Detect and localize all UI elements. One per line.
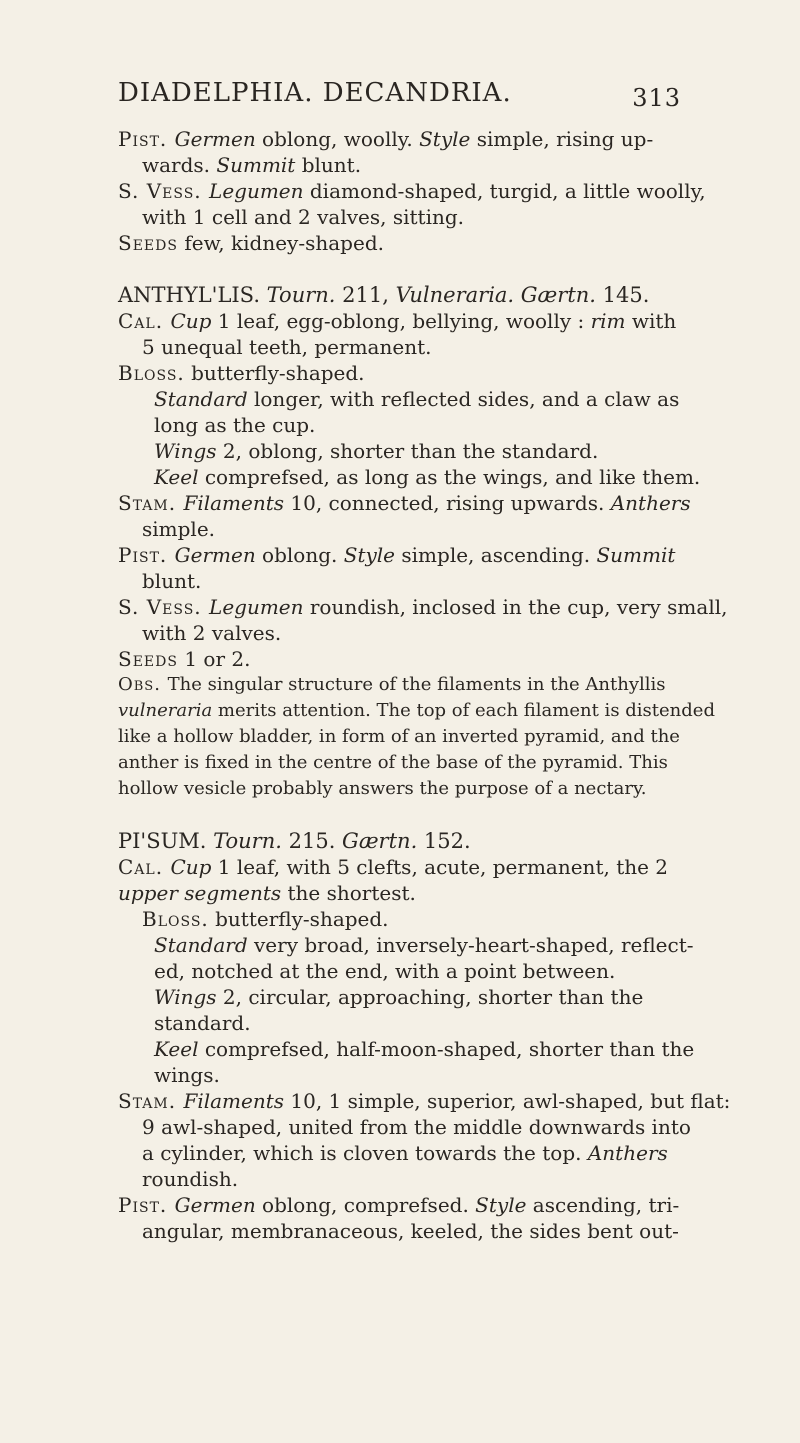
text-segment: Vulneraria. Gærtn. — [395, 283, 596, 307]
text-segment: roundish. — [142, 1167, 239, 1191]
text-line — [118, 1036, 695, 1062]
text-segment: 152. — [417, 829, 471, 853]
text-segment: Cal. — [118, 309, 171, 333]
text-segment: comprefsed, as long as the wings, and like them. — [198, 465, 701, 489]
text-line — [118, 360, 678, 386]
text-segment: merits attention. The top of each filament is distended — [212, 700, 715, 721]
text-line — [118, 568, 678, 594]
text-line — [118, 880, 678, 906]
text-segment: Germen — [174, 1193, 256, 1217]
text-segment: butterfly-shaped. — [208, 907, 389, 931]
text-line — [118, 308, 678, 334]
text-line — [118, 932, 694, 958]
text-segment: few, kidney-shaped. — [177, 231, 384, 255]
text-segment: Anthers — [610, 491, 691, 515]
text-segment: Seeds — [118, 647, 178, 671]
text-segment: 215. — [281, 829, 343, 853]
text-segment: 9 awl-shaped, united from the middle downwards into — [142, 1115, 691, 1139]
text-line — [118, 984, 678, 1010]
text-line — [118, 828, 678, 854]
text-segment: Seeds — [118, 231, 178, 255]
text-segment: S. Vess. — [118, 595, 210, 619]
text-line — [118, 672, 678, 698]
text-line — [118, 1192, 678, 1218]
text-line — [118, 958, 678, 984]
text-line — [118, 1218, 678, 1244]
page-number: 313 — [632, 84, 681, 112]
page-body — [118, 126, 731, 1244]
text-line — [118, 724, 678, 750]
text-segment: 10, connected, rising upwards. — [284, 491, 611, 515]
text-segment: Cal. — [118, 855, 171, 879]
text-line — [118, 1088, 731, 1114]
blank-line — [118, 802, 678, 828]
text-segment: longer, with reflected sides, and a claw as — [247, 387, 680, 411]
text-segment: like a hollow bladder, in form of an inverted pyramid, and the — [118, 726, 680, 747]
text-segment: 1 leaf, egg-oblong, bellying, woolly : — [211, 309, 591, 333]
text-segment: simple, ascending. — [395, 543, 597, 567]
text-segment: Stam. — [118, 491, 184, 515]
text-segment: wings. — [154, 1063, 220, 1087]
text-segment: oblong, comprefsed. — [255, 1193, 476, 1217]
text-segment: Legumen — [209, 179, 304, 203]
text-line — [118, 334, 678, 360]
text-segment: Pist. — [118, 127, 175, 151]
text-segment: blunt. — [142, 569, 202, 593]
text-segment: Style — [475, 1193, 527, 1217]
text-segment: Style — [419, 127, 471, 151]
text-segment: hollow vesicle probably answers the purpose of a nectary. — [118, 778, 647, 799]
text-segment: anther is fixed in the centre of the base of the pyramid. This — [118, 752, 668, 773]
text-line — [118, 906, 678, 932]
text-segment: with 1 cell and 2 valves, sitting. — [142, 205, 465, 229]
text-segment: Keel — [154, 1037, 199, 1061]
text-segment: Keel — [154, 465, 199, 489]
text-segment: Tourn. — [213, 829, 282, 853]
text-segment: upper segments — [118, 881, 282, 905]
text-segment: Standard — [154, 933, 248, 957]
text-line — [118, 152, 678, 178]
text-segment: Anthers — [587, 1141, 668, 1165]
text-segment: oblong, woolly. — [255, 127, 420, 151]
text-line — [118, 698, 715, 724]
text-line — [118, 750, 678, 776]
text-segment: 211, — [335, 283, 396, 307]
text-segment: 2, oblong, shorter than the standard. — [216, 439, 599, 463]
text-line — [118, 646, 678, 672]
text-line — [118, 776, 678, 802]
text-segment: Standard — [154, 387, 248, 411]
text-segment: diamond-shaped, turgid, a little woolly, — [303, 179, 706, 203]
text-segment: roundish, inclosed in the cup, very small, — [303, 595, 728, 619]
text-segment: S. Vess. — [118, 179, 210, 203]
text-segment: simple, rising up- — [470, 127, 654, 151]
text-line — [118, 1114, 691, 1140]
text-segment: Cup — [170, 855, 212, 879]
text-segment: 1 or 2. — [177, 647, 251, 671]
text-segment: a cylinder, which is cloven towards the top. — [142, 1141, 588, 1165]
running-header — [118, 78, 681, 112]
text-segment: Legumen — [209, 595, 304, 619]
text-segment: with 2 valves. — [142, 621, 282, 645]
text-segment: long as the cup. — [154, 413, 316, 437]
text-segment: Cup — [170, 309, 212, 333]
text-segment: Summit — [596, 543, 676, 567]
text-line — [118, 1010, 678, 1036]
text-line — [118, 542, 678, 568]
text-segment: Style — [343, 543, 396, 567]
text-line — [118, 1062, 678, 1088]
text-segment: blunt. — [295, 153, 362, 177]
text-line — [118, 594, 728, 620]
text-line — [118, 282, 678, 308]
text-segment: ed, notched at the end, with a point between. — [154, 959, 616, 983]
text-segment: Summit — [216, 153, 296, 177]
text-segment: vulneraria — [118, 700, 213, 721]
text-segment: Bloss. — [142, 907, 209, 931]
text-segment: very broad, inversely-heart-shaped, reflect- — [247, 933, 694, 957]
text-segment: 1 leaf, with 5 clefts, acute, permanent, the 2 — [211, 855, 669, 879]
text-segment: standard. — [154, 1011, 251, 1035]
text-segment: Wings — [154, 439, 217, 463]
text-segment: Filaments — [183, 491, 285, 515]
blank-line — [118, 256, 678, 282]
text-line — [118, 620, 678, 646]
text-segment: Obs. — [118, 674, 168, 695]
text-line — [118, 516, 678, 542]
text-line — [118, 1166, 678, 1192]
text-segment: Germen — [174, 127, 256, 151]
text-line — [118, 438, 678, 464]
text-line — [118, 490, 691, 516]
text-segment: comprefsed, half-moon-shaped, shorter than the — [198, 1037, 695, 1061]
text-line — [118, 464, 701, 490]
text-segment: Stam. — [118, 1089, 184, 1113]
text-segment: 2, circular, approaching, shorter than the — [216, 985, 644, 1009]
text-segment: Tourn. — [266, 283, 336, 307]
text-segment: Pist. — [118, 1193, 175, 1217]
text-line — [118, 412, 678, 438]
text-line — [118, 126, 678, 152]
text-segment: the shortest. — [281, 881, 416, 905]
text-segment: Germen — [174, 543, 256, 567]
text-segment: oblong. — [255, 543, 344, 567]
text-segment: rim — [590, 309, 626, 333]
text-segment: simple. — [142, 517, 216, 541]
text-line — [118, 1140, 678, 1166]
text-line — [118, 204, 678, 230]
text-segment: The singular structure of the filaments in the Anthyllis — [167, 674, 666, 695]
text-line — [118, 230, 678, 256]
text-segment: PI'SUM. — [118, 829, 214, 853]
text-segment: angular, membranaceous, keeled, the sides bent out- — [142, 1219, 679, 1243]
text-line — [118, 854, 678, 880]
text-segment: Filaments — [183, 1089, 285, 1113]
text-segment: ANTHYL'LIS. — [118, 283, 267, 307]
text-segment: Bloss. — [118, 361, 185, 385]
text-segment: Gærtn. — [342, 829, 418, 853]
text-segment: butterfly-shaped. — [184, 361, 365, 385]
text-line — [118, 386, 678, 412]
text-segment: wards. — [142, 153, 217, 177]
text-segment: 5 unequal teeth, permanent. — [142, 335, 432, 359]
text-segment: 10, 1 simple, superior, awl-shaped, but flat: — [284, 1089, 731, 1113]
text-segment: with — [625, 309, 677, 333]
text-line — [118, 178, 706, 204]
text-segment: Pist. — [118, 543, 175, 567]
text-segment: 145. — [595, 283, 650, 307]
text-segment: ascending, tri- — [526, 1193, 680, 1217]
header-title: DIADELPHIA. DECANDRIA. — [118, 78, 512, 108]
text-segment: Wings — [154, 985, 217, 1009]
